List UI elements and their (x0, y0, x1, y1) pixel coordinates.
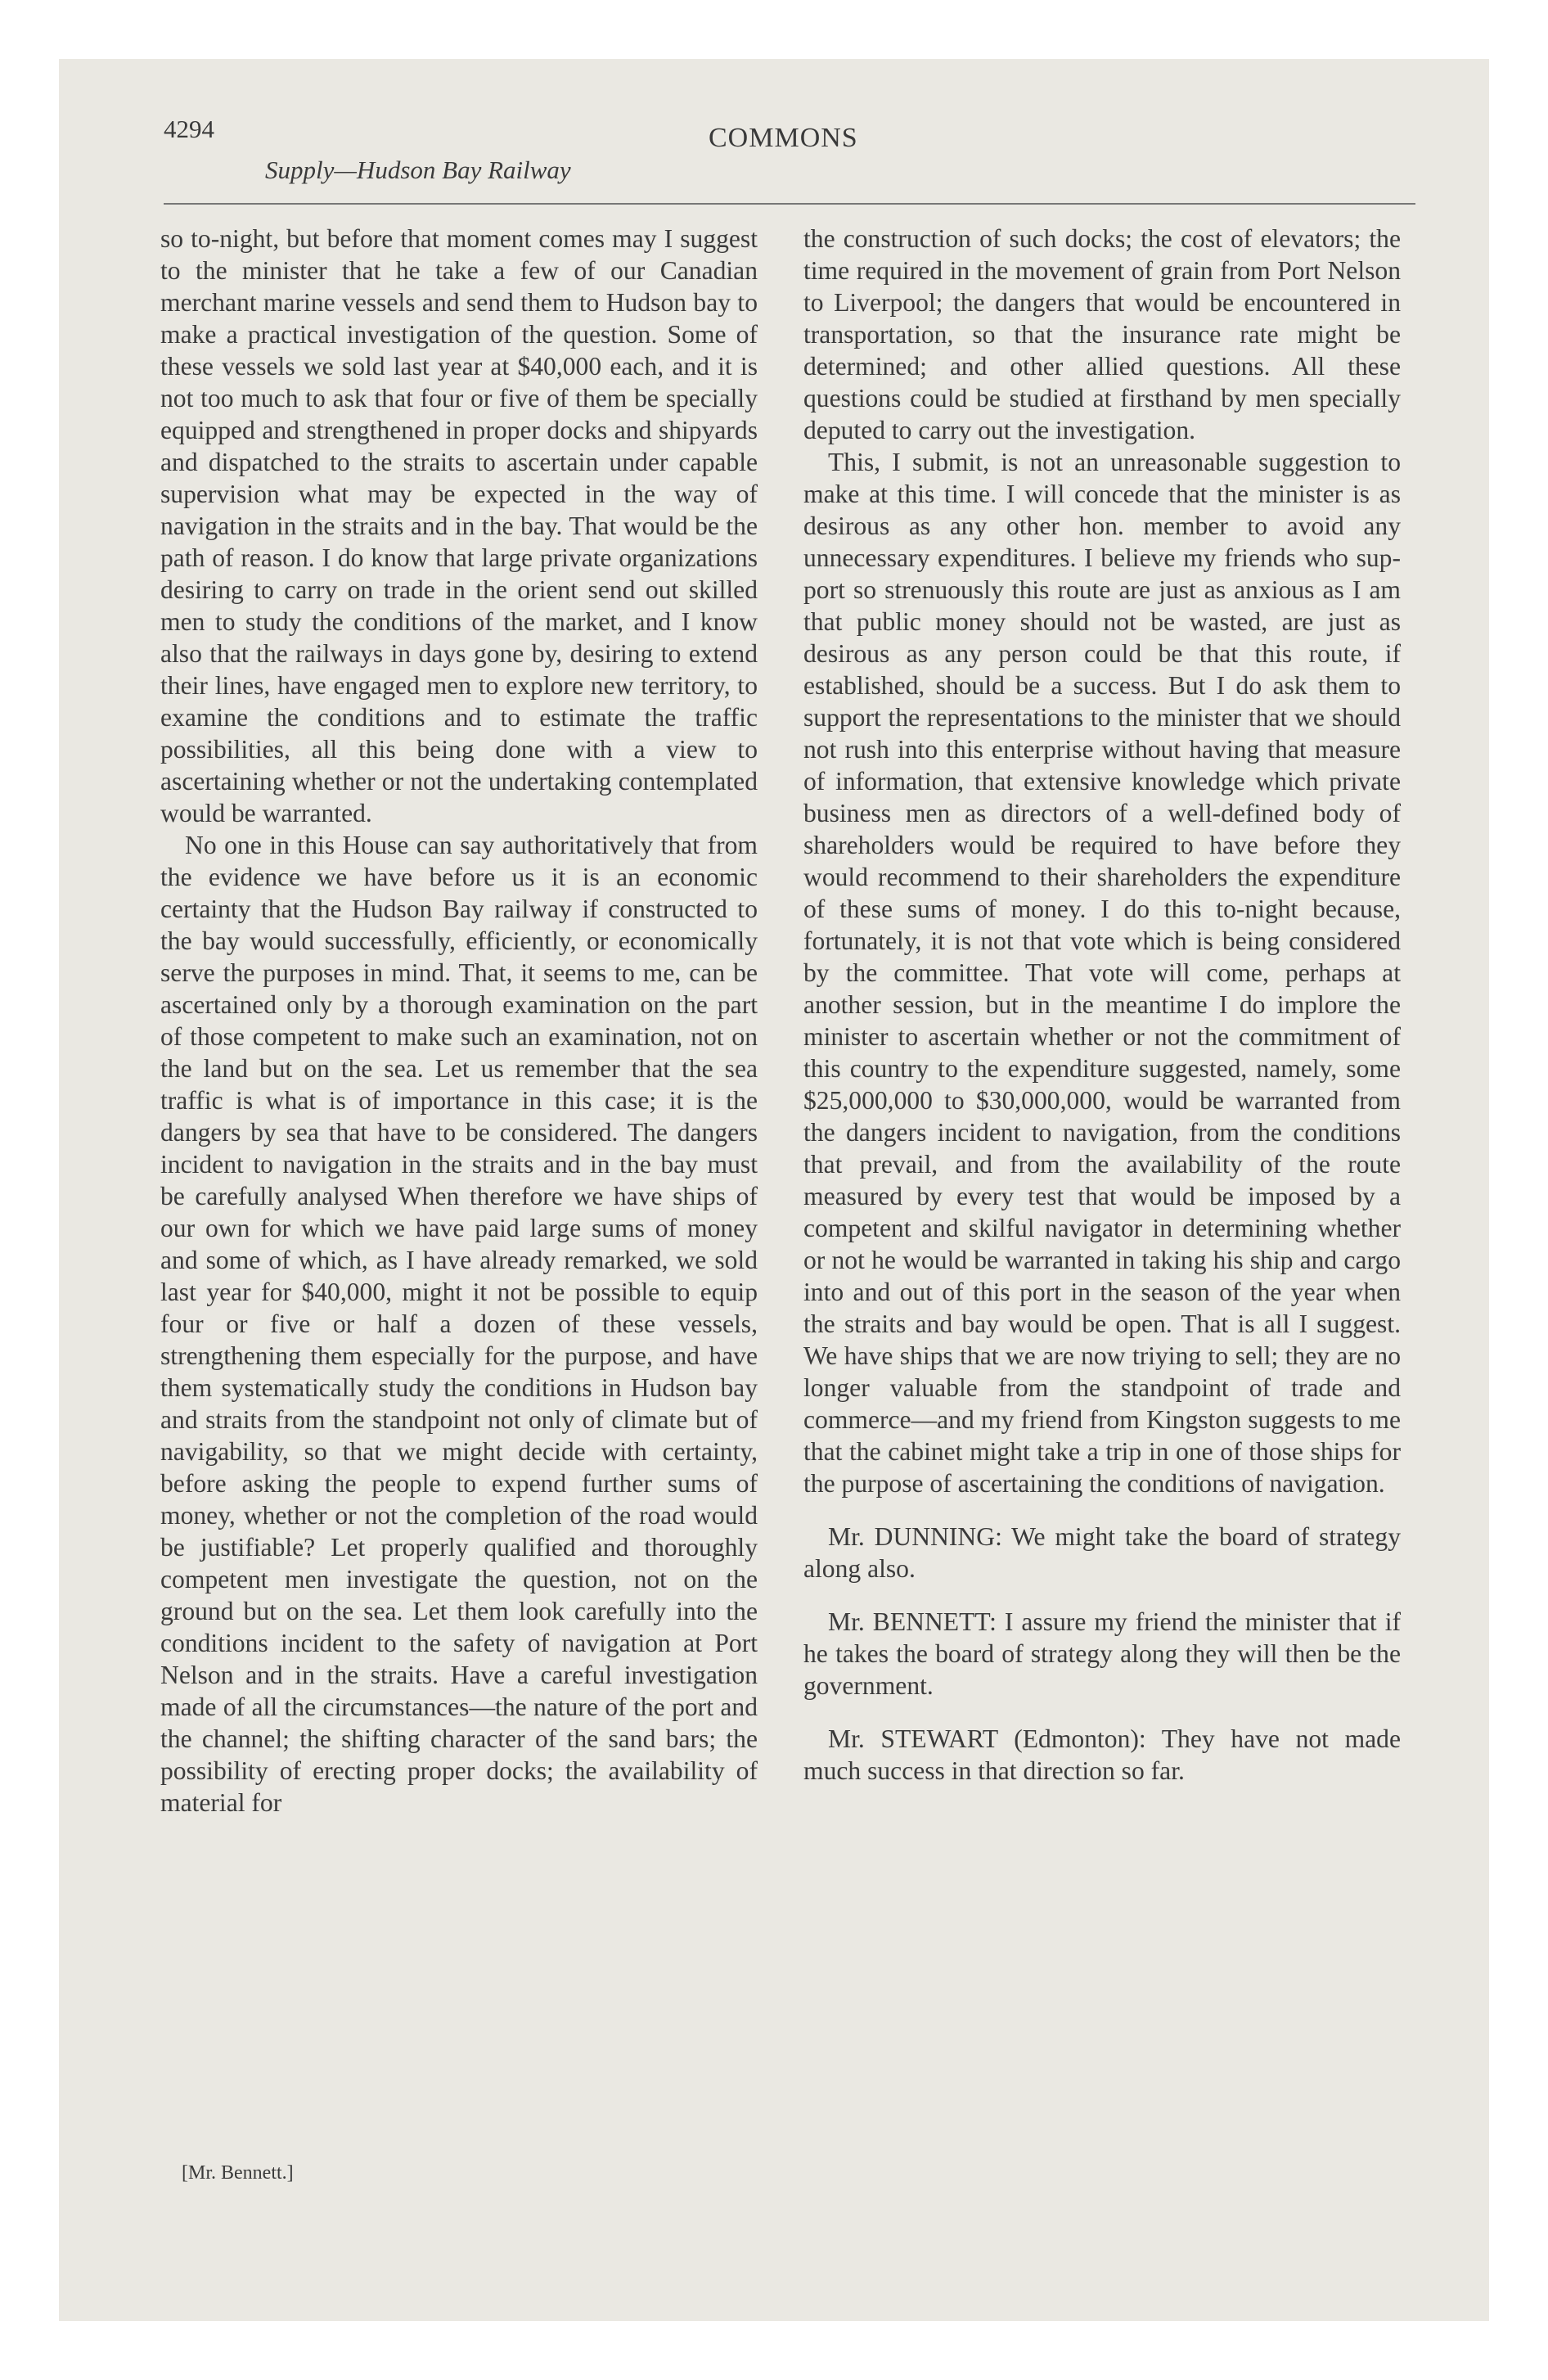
speech-dunning: Mr. DUNNING: We might take the board of strategy along also. (803, 1522, 1401, 1583)
page-number: 4294 (164, 115, 214, 143)
paragraph: This, I submit, is not an unreasonable suggestion to make at this time. I will concede that the minister is as desirous as any other hon. member to avoid any unnecessary expenditures. I believe my friends who support so strenuously this route are just as anxious as I am that public money should not be wasted, are just as desirous as any person could be that this route, if established, should be a success. But I do ask them to support the representations to the minister that we should not rush into this enterprise without having that measure of information, that extensive knowledge which private business men as directors of a well-defined body of shareholders would be required to have before they would recommend to their shareholders the expenditure of these sums of money. I do this to-night because, fortunately, it is not that vote which is being considered by the committee. That vote will come, perhaps at another session, but in the meantime I do implore the minister to ascertain whether or not the commitment of this country to the expenditure suggested, namely, some $25,000,000 to $30,000,000, would be warranted from the dangers incident to navigation, from the conditions that prevail, and from the availability of the route measured by every test that would be imposed by a competent and skilful navigator in determining whether or not he would be warranted in taking his ship and cargo into and out of this port in the season of the year when the straits and bay would be open. That is all I suggest. We have ships that we are now triying to sell; they are no longer valuable from the standpoint of trade and commerce—and my friend from Kingston suggests to me that the cabinet might take a trip in one of those ships for the purpose of ascertaining the conditions of navigation. (803, 448, 1401, 1498)
running-head: Supply—Hudson Bay Railway (265, 156, 571, 184)
paragraph: the construction of such docks; the cost of elevators; the time required in the movement of grain from Port Nelson to Liverpool; the dangers that would be encountered in transportation, so that the insurance rate might be determined; and other allied questions. All these questions could be studied at firsthand by men specially deputed to carry out the investigation. (803, 224, 1401, 444)
house-heading: COMMONS (709, 123, 858, 153)
left-column (160, 223, 758, 1819)
paragraph: No one in this House can say authoritatively that from the evidence we have before us it is an economic certainty that the Hudson Bay railway if constructed to the bay would successfully, efficiently, or economically serve the purposes in mind. That, it seems to me, can be ascertained only by a thorough examination on the part of those competent to make such an examination, not on the land but on the sea. Let us remember that the sea traffic is what is of importance in this case; it is the dangers by sea that have to be considered. The dangers incident to navigation in the straits and in the bay must be carefully analysed When therefore we have ships of our own for which we have paid large sums of money and some of which, as I have already remarked, we sold last year for $40,000, might it not be possible to equip four or five or half a dozen of these vessels, strengthening them especially for the purpose, and have them systematically study the conditions in Hudson bay and straits from the standpoint not only of climate but of navigability, so that we might decide with certainty, before asking the people to expend further sums of money, whether or not the completion of the road would be justifiable? Let properly qualified and thoroughly competent men investigate the question, not on the ground but on the sea. Let them look carefully into the conditions incident to the safety of navigation at Port Nelson and in the straits. Have a careful investigation made of all the circumstances—the nature of the port and the channel; the shifting character of the sand bars; the possibility of erecting proper docks; the availability of material for (160, 831, 758, 1817)
speech-bennett: Mr. BENNETT: I assure my friend the minister that if he takes the board of strategy along they will then be the government. (803, 1607, 1401, 1700)
right-column (803, 223, 1401, 1787)
paragraph: so to-night, but before that moment comes may I suggest to the minister that he take a few of our Canadian merchant marine vessels and send them to Hudson bay to make a practical investigation of the question. Some of these vessels we sold last year at $40,000 each, and it is not too much to ask that four or five of them be specially equipped and strengthened in proper docks and shipyards and dispatched to the straits to ascertain under capable supervision what may be expected in the way of navigation in the straits and in the bay. That would be the path of reason. I do know that large private organizations desiring to carry on trade in the orient send out skilled men to study the conditions of the market, and I know also that the railways in days gone by, desiring to extend their lines, have engaged men to explore new territory, to examine the conditions and to estimate the traffic possibilities, all this being done with a view to ascertaining whether or not the undertaking contemplated would be warranted. (160, 224, 758, 827)
speech-stewart: Mr. STEWART (Edmonton): They have not made much success in that direction so far. (803, 1724, 1401, 1785)
speaker-signoff: [Mr. Bennett.] (182, 2162, 294, 2184)
header-rule (164, 203, 1415, 205)
